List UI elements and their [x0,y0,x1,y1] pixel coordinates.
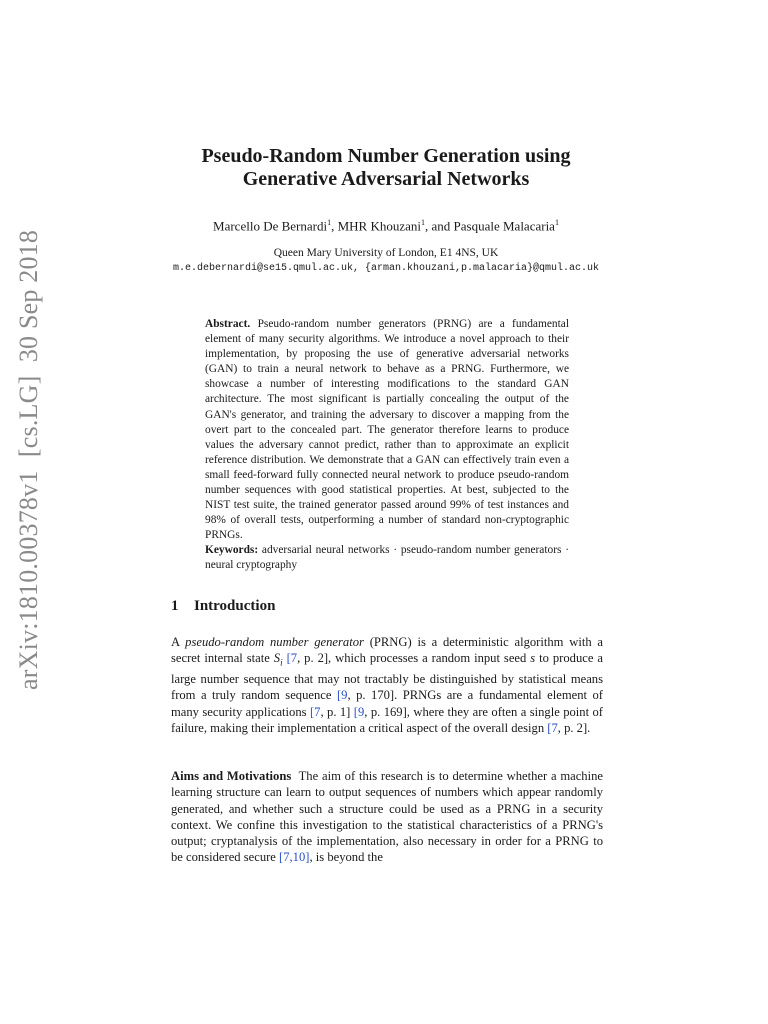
arxiv-side-stamp: arXiv:1810.00378v1 [cs.LG] 30 Sep 2018 [14,229,43,690]
affiliation-mark: 1 [554,218,559,227]
text-run: (PRNG) is a deterministic algorithm with a secret internal state [171,635,603,666]
keywords-label: Keywords: [205,544,259,556]
citation-link[interactable]: [7 [309,704,321,719]
intro-paragraph [171,634,603,736]
abstract [205,317,569,543]
section-heading [171,598,275,615]
keywords [205,543,569,573]
text-run: , p. 1] [320,704,354,719]
aims-paragraph [171,768,607,866]
text-run: , is beyond the [309,850,383,865]
abstract-text: Pseudo-random number generators (PRNG) are a fundamental element of many security algorithms. We introduce a novel approach to their implementation, by proposing the use of generative adversarial networks (GAN) to train a neural network to behave as a PRNG. Furthermore, we showcase a number of interesting modifications to the standard GAN architecture. The most significant is partially concealing the output of the GAN's generator, and training the adversary to discover a mapping from the overt part to the concealed part. The generator therefore learns to produce values the adversary cannot predict, rather than to approximate an explicit reference distribution. We demonstrate that a GAN can effectively train even a small feed-forward fully connected neural network to produce pseudo-random number sequences with good statistical properties. At best, subjected to the NIST test suite, the trained generator passed around 99% of test instances and 98% of overall tests, outperforming a number of standard non-cryptographic PRNGs. [205,318,569,542]
author-separator: , and [425,218,454,234]
keywords-text: adversarial neural networks · pseudo-random number generators · neural cryptography [205,544,569,572]
author-emails: m.e.debernardi@se15.qmul.ac.uk, {arman.khouzani,p.malacaria}@qmul.ac.uk [172,263,600,274]
text-run-italic: pseudo-random number generator [185,635,364,649]
text-run: The aim of this research is to determine whether a machine learning structure can learn to output sequences of numbers which appear randomly generated, and whether such a structure could be used as a PRNG in a security context. We confine this investigation to the statistical characteristics of a PRNG's output; cryptanalysis of the implementation, also necessary in order for a PRNG to be considered secure [171,769,607,865]
text-run: , p. 2]. [557,721,591,735]
citation-link[interactable]: [7,10] [279,850,310,865]
paper-title [170,145,602,191]
paragraph-heading: Aims and Motivations [171,769,292,783]
text-run: to produce a large number sequence that may not tractably be distinguished by statistical means from a truly random sequence [171,651,603,703]
title-line-2: Generative Adversarial Networks [242,168,530,190]
author-separator: , [331,218,338,234]
text-run: , p. 170]. PRNGs are a fundamental element of many security applications [171,688,603,719]
math-symbol: S [273,651,281,666]
title-line-1: Pseudo-Random Number Generation using [201,145,571,167]
affiliation: Queen Mary University of London, E1 4NS, UK [273,247,499,259]
text-run: A [171,635,186,649]
author-list [170,218,602,234]
affiliation-mark: 1 [327,218,332,227]
author-name: Marcello De Bernardi [213,218,328,234]
section-number: 1 [171,598,179,614]
citation-link[interactable]: [7 [286,651,298,666]
author-name: Pasquale Malacaria [453,218,555,234]
math-subscript: i [280,657,283,668]
affiliation-mark: 1 [421,218,425,227]
section-title: Introduction [194,598,276,614]
citation-link[interactable]: [9 [353,704,365,719]
citation-link[interactable]: [9 [336,688,348,703]
citation-link[interactable]: [7 [547,721,558,735]
abstract-label: Abstract. [205,318,251,330]
math-symbol: s [530,651,536,666]
text-run: , p. 2], which processes a random input seed [297,651,531,666]
author-name: MHR Khouzani [337,218,421,234]
text-run: , p. 169], where they are often a single point of failure, making their implementation a critical aspect of the overall design [171,704,603,735]
